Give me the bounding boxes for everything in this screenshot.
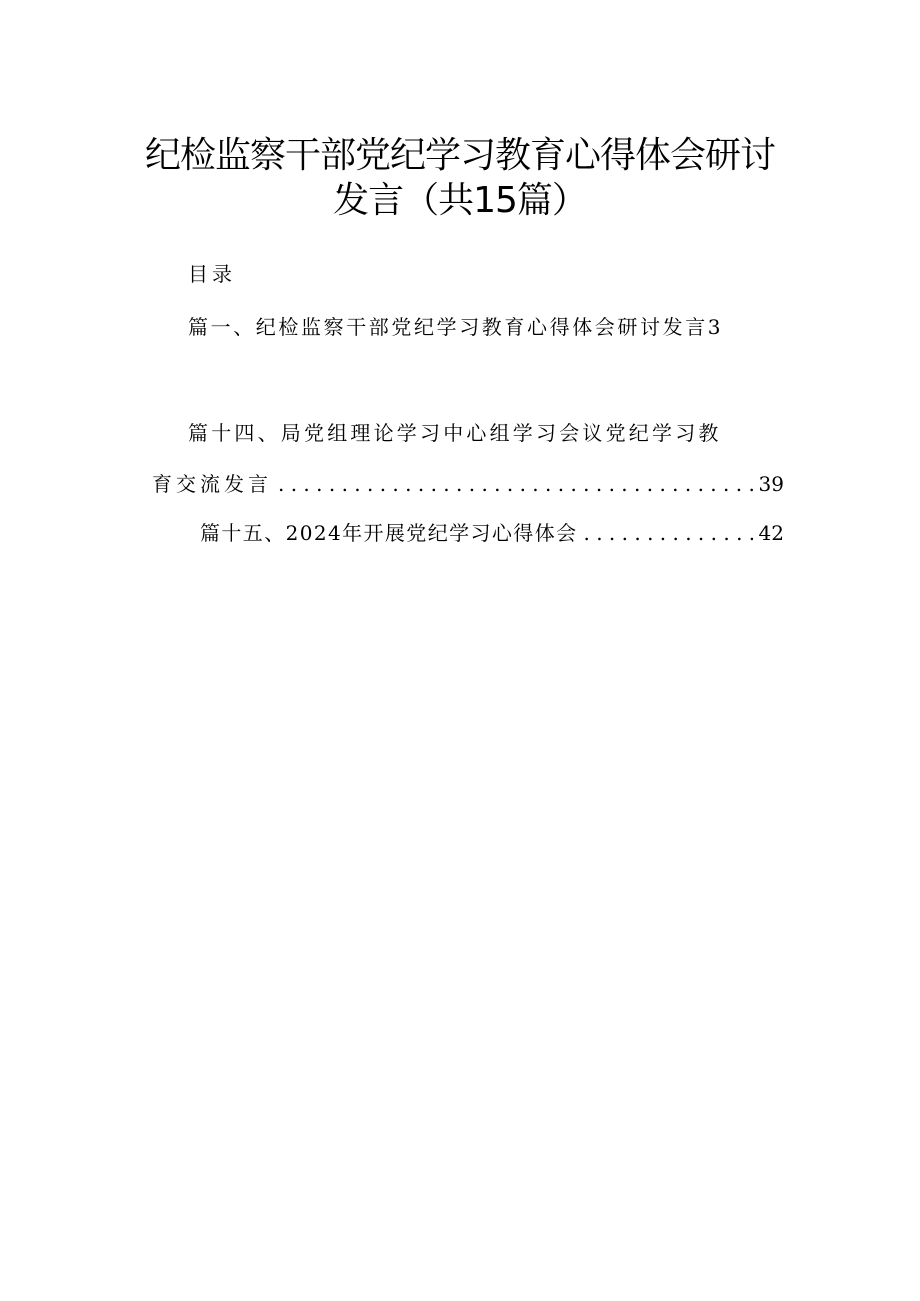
document-title-line-2: 发言（共15篇）	[333, 180, 587, 221]
toc-entry-15[interactable]	[200, 519, 784, 547]
toc-entry-14-line-1[interactable]: 篇十四、局党组理论学习中心组学习会议党纪学习教	[188, 421, 722, 445]
toc-entry-15-page-number: 42	[758, 521, 784, 545]
document-title-line-1: 纪检监察干部党纪学习教育心得体会研讨	[144, 135, 775, 176]
toc-entry-1[interactable]: 篇一、纪检监察干部党纪学习教育心得体会研讨发言3	[188, 315, 724, 339]
toc-heading: 目录	[188, 262, 236, 286]
toc-entry-14-page-number: 39	[758, 472, 784, 496]
toc-entry-14-line-2[interactable]	[152, 470, 784, 498]
toc-leader-dots	[584, 519, 753, 547]
toc-entry-15-text: 篇十五、2024年开展党纪学习心得体会	[200, 521, 578, 545]
toc-leader-dots	[278, 470, 753, 498]
toc-entry-14-text: 育交流发言	[152, 472, 272, 496]
